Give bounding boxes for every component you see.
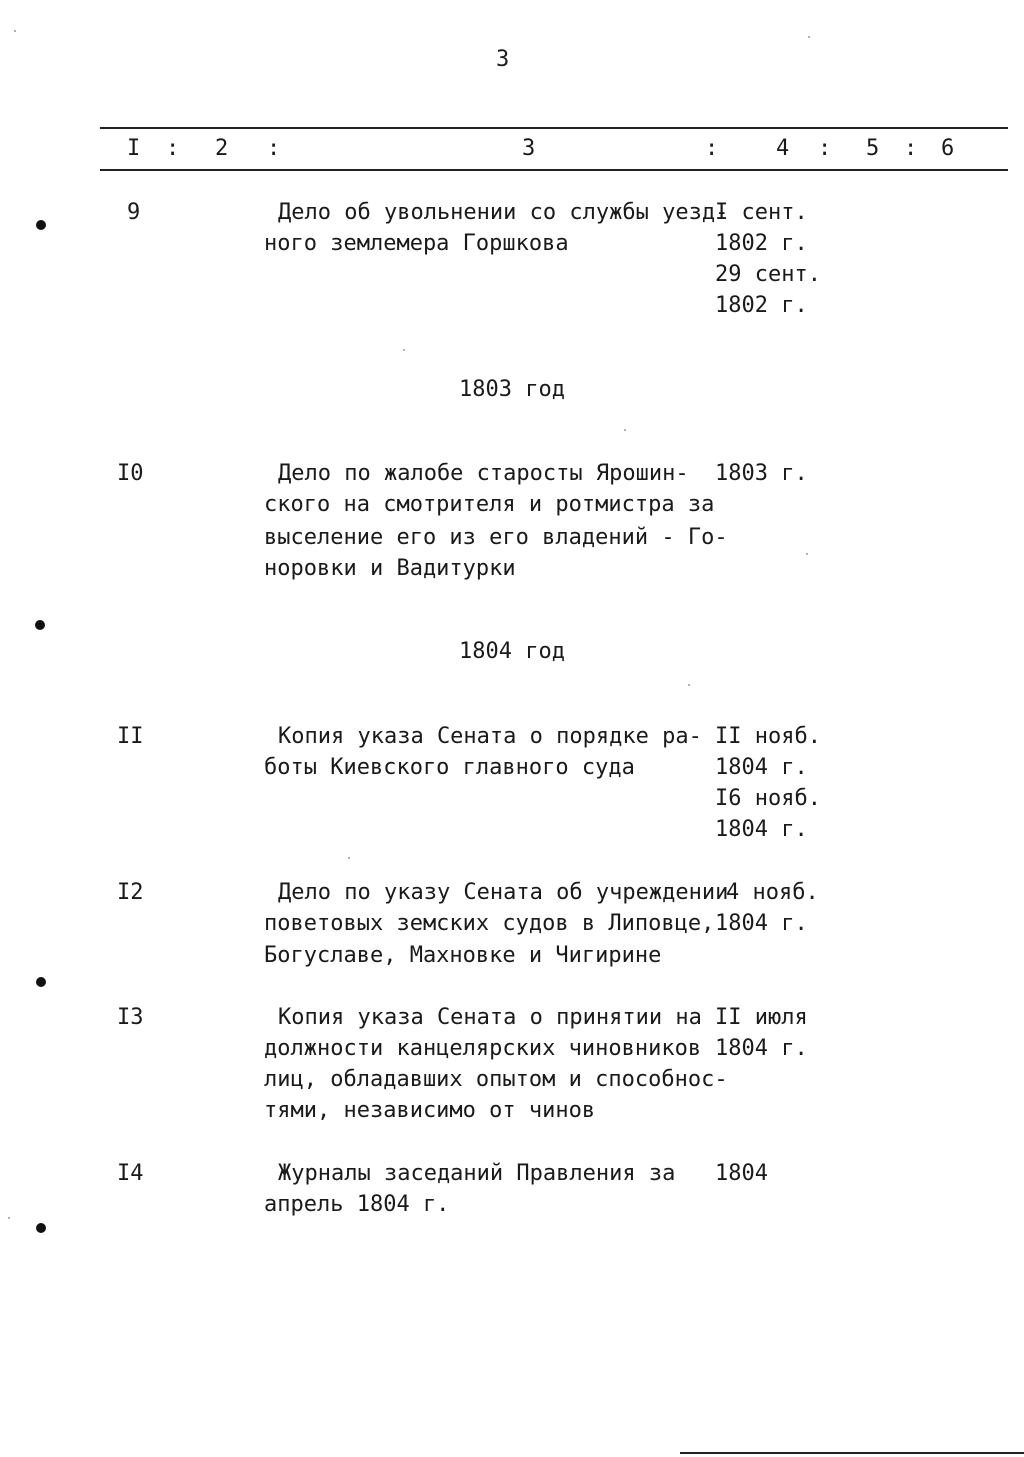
section-heading: 1803 год (459, 377, 565, 402)
entry-number: I0 (117, 461, 144, 486)
column-separator: : (166, 136, 180, 161)
column-separator: : (904, 136, 918, 161)
entry-description-line: Дело об увольнении со службы уезд- (278, 200, 729, 225)
entry-description-line: поветовых земских судов в Липовце, (264, 911, 715, 936)
entry-date: 1802 г. (715, 293, 808, 318)
entry-date: 1802 г. (715, 231, 808, 256)
entry-description-line: боты Киевского главного суда (264, 755, 635, 780)
entry-date: 1804 г. (715, 817, 808, 842)
scan-speck (808, 36, 810, 38)
entry-date: 1804 г. (715, 755, 808, 780)
entry-date: 1804 г. (715, 911, 808, 936)
entry-description-line: Богуславе, Махновке и Чигирине (264, 943, 662, 968)
section-heading: 1804 год (459, 639, 565, 664)
entry-description-line: Копия указа Сената о принятии на (278, 1005, 702, 1030)
entry-number: 9 (127, 200, 141, 225)
column-separator: : (267, 136, 281, 161)
entry-date: I сент. (715, 200, 808, 225)
entry-description-line: норовки и Вадитурки (264, 556, 516, 581)
header-bottom-rule (100, 169, 1008, 171)
entry-number: I3 (117, 1005, 144, 1030)
punch-hole-mark (35, 620, 45, 630)
bottom-edge-rule (680, 1452, 1024, 1454)
entry-description-line: выселение его из его владений - Го- (264, 525, 728, 550)
entry-description-line: Дело по указу Сената об учреждении (278, 880, 729, 905)
entry-description-line: лиц, обладавших опытом и способнос- (264, 1067, 728, 1092)
scan-speck (688, 684, 690, 686)
column-header-5: 5 (866, 136, 880, 161)
entry-description-line: должности канцелярских чиновников (264, 1036, 702, 1061)
entry-date: II нояб. (715, 724, 821, 749)
scan-speck (403, 349, 405, 351)
entry-description-line: Журналы заседаний Правления за (278, 1161, 676, 1186)
entry-date: I6 нояб. (715, 786, 821, 811)
scan-speck (624, 429, 626, 431)
header-top-rule (100, 127, 1008, 129)
scan-speck (14, 30, 16, 32)
column-separator: : (705, 136, 719, 161)
page-number: 3 (496, 47, 510, 72)
punch-hole-mark (36, 1223, 46, 1233)
entry-description-line: Дело по жалобе старосты Ярошин- (278, 461, 689, 486)
column-header-1: I (127, 136, 141, 161)
entry-number: II (117, 724, 144, 749)
entry-date: 1803 г. (715, 461, 808, 486)
column-separator: : (818, 136, 832, 161)
punch-hole-mark (36, 220, 46, 230)
entry-number: I4 (117, 1161, 144, 1186)
punch-hole-mark (36, 977, 46, 987)
entry-description-line: тями, независимо от чинов (264, 1098, 596, 1123)
entry-date: 4 нояб. (726, 880, 819, 905)
column-header-4: 4 (776, 136, 790, 161)
column-header-6: 6 (941, 136, 955, 161)
entry-date: 1804 г. (715, 1036, 808, 1061)
entry-description-line: Копия указа Сената о порядке ра- (278, 724, 702, 749)
entry-number: I2 (117, 880, 144, 905)
scan-speck (8, 1217, 10, 1219)
entry-date: 29 сент. (715, 262, 821, 287)
entry-description-line: ного землемера Горшкова (264, 231, 569, 256)
scan-speck (806, 553, 808, 555)
entry-date: II июля (715, 1005, 808, 1030)
entry-description-line: апрель 1804 г. (264, 1192, 450, 1217)
entry-description-line: ского на смотрителя и ротмистра за (264, 492, 715, 517)
entry-date: 1804 (715, 1161, 768, 1186)
column-header-3: 3 (522, 136, 536, 161)
scan-speck (348, 857, 350, 859)
column-header-2: 2 (215, 136, 229, 161)
